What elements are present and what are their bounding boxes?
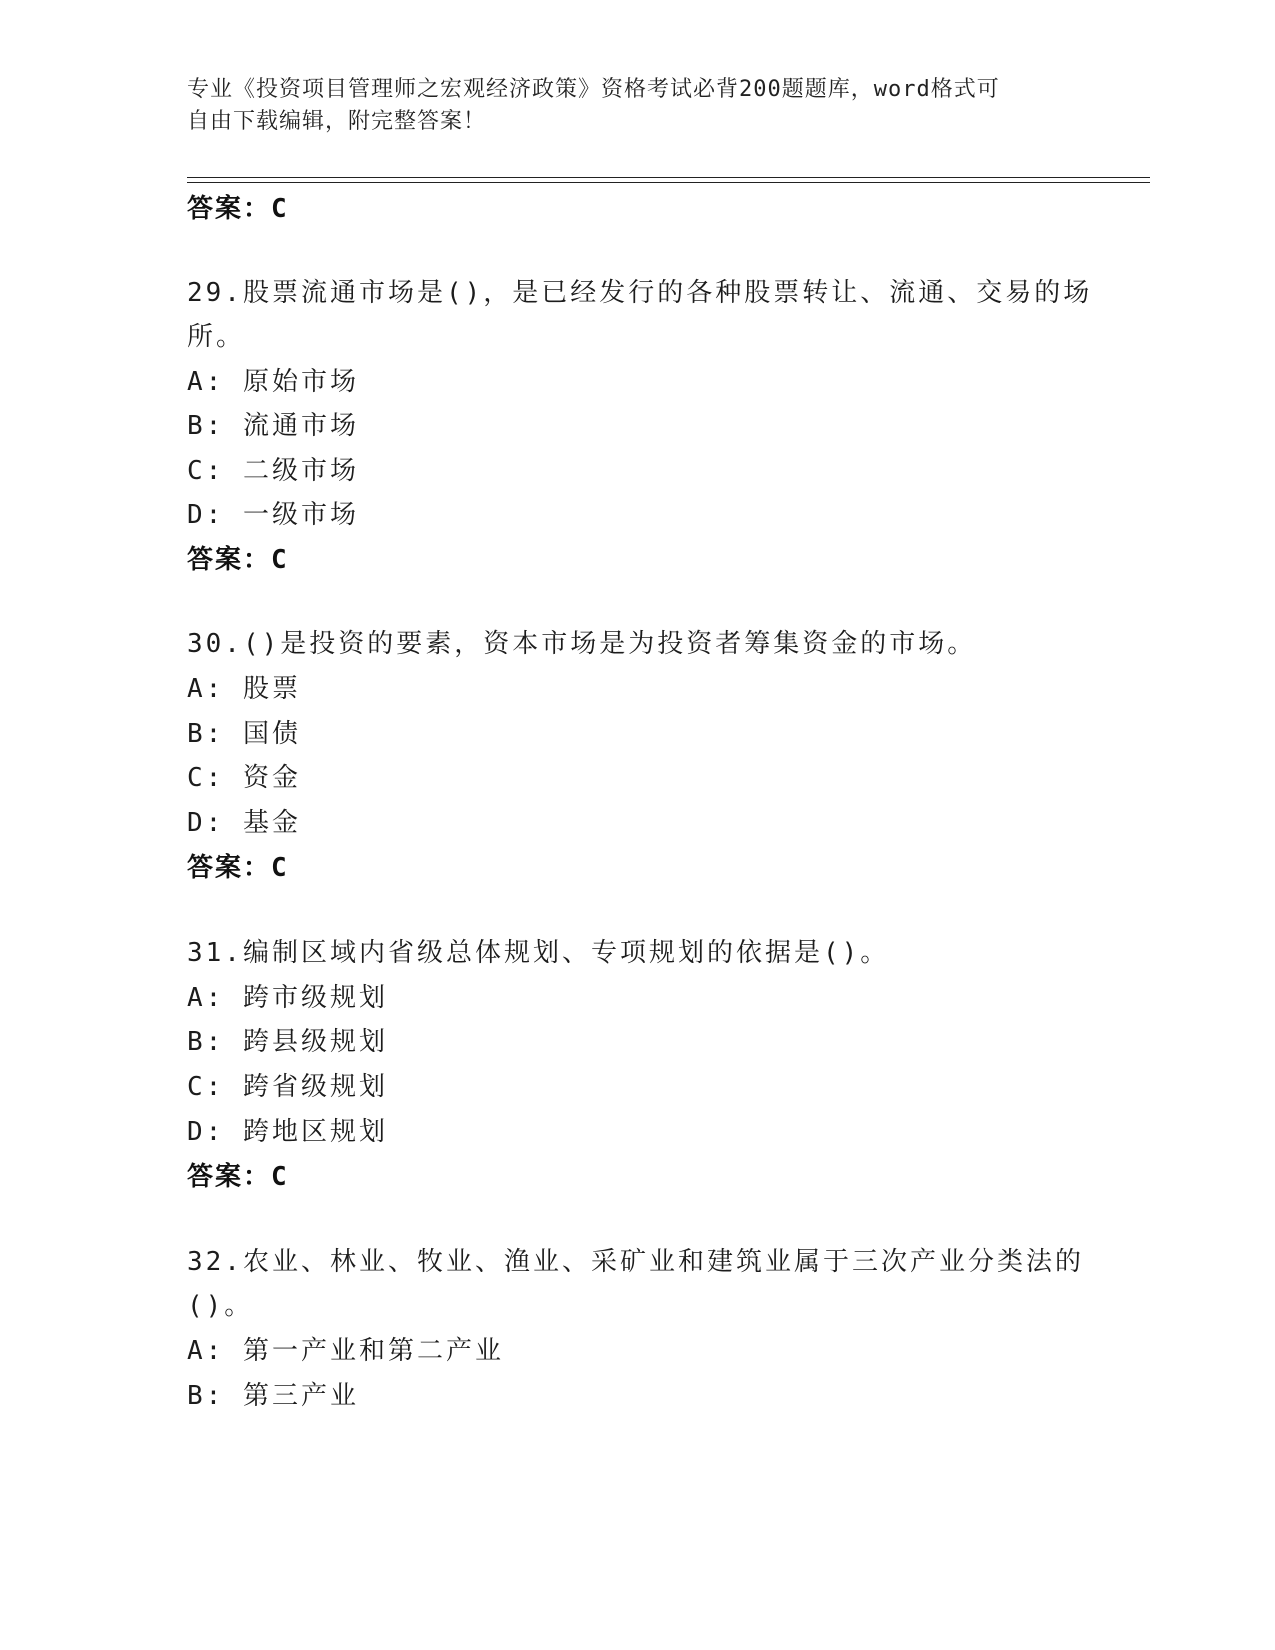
document-header <box>187 74 1067 138</box>
answer-31: 答案：C <box>187 1162 289 1192</box>
header-line-2: 自由下载编辑，附完整答案！ <box>187 109 487 134</box>
question-30-option-c: C: 资金 <box>187 763 301 793</box>
question-31-stem: 31.编制区域内省级总体规划、专项规划的依据是()。 <box>187 938 890 968</box>
question-32-option-a: A: 第一产业和第二产业 <box>187 1336 504 1366</box>
question-30-option-d: D: 基金 <box>187 808 301 838</box>
question-29-option-c: C: 二级市场 <box>187 456 359 486</box>
question-32-option-b: B: 第三产业 <box>187 1381 359 1411</box>
header-divider-top <box>187 177 1150 178</box>
answer-29: 答案：C <box>187 545 289 575</box>
question-29-stem-line-2: 所。 <box>187 322 246 352</box>
question-32-stem-line-2: ()。 <box>187 1291 254 1321</box>
question-29-option-b: B: 流通市场 <box>187 411 359 441</box>
question-30-option-a: A: 股票 <box>187 674 301 704</box>
question-31-option-c: C: 跨省级规划 <box>187 1072 388 1102</box>
question-29-stem-line-1: 29.股票流通市场是()，是已经发行的各种股票转让、流通、交易的场 <box>187 278 1093 308</box>
question-29-option-a: A: 原始市场 <box>187 367 359 397</box>
question-30-stem: 30.()是投资的要素，资本市场是为投资者筹集资金的市场。 <box>187 629 977 659</box>
answer-30: 答案：C <box>187 853 289 883</box>
header-line-1: 专业《投资项目管理师之宏观经济政策》资格考试必背200题题库，word格式可 <box>187 77 1000 102</box>
answer-28: 答案：C <box>187 194 289 224</box>
question-31-option-d: D: 跨地区规划 <box>187 1117 388 1147</box>
question-30-option-b: B: 国债 <box>187 719 301 749</box>
question-31-option-a: A: 跨市级规划 <box>187 983 388 1013</box>
question-31-option-b: B: 跨县级规划 <box>187 1027 388 1057</box>
question-29-option-d: D: 一级市场 <box>187 500 359 530</box>
question-32-stem-line-1: 32.农业、林业、牧业、渔业、采矿业和建筑业属于三次产业分类法的 <box>187 1247 1084 1277</box>
header-divider-bottom <box>187 182 1150 183</box>
